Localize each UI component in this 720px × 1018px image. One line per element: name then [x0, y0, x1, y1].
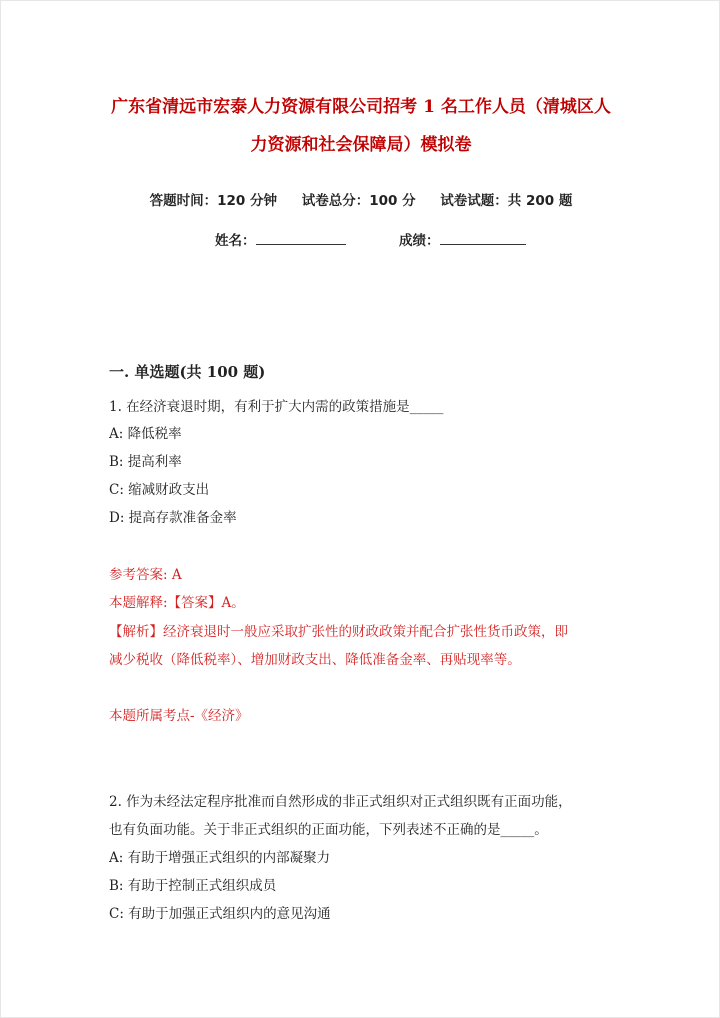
q2-option-c: C: 有助于加强正式组织内的意见沟通 — [109, 906, 331, 922]
q2-option-a: A: 有助于增强正式组织的内部凝聚力 — [109, 850, 331, 866]
q1-option-b: B: 提高利率 — [109, 454, 182, 470]
q1-explain-line2: 减少税收（降低税率）、增加财政支出、降低准备金率、再贴现率等。 — [109, 652, 521, 668]
exam-total-score: 试卷总分：100 分 — [301, 193, 416, 209]
q1-option-c: C: 缩减财政支出 — [109, 482, 210, 498]
q2-stem-line2: 也有负面功能。关于非正式组织的正面功能，下列表述不正确的是_____。 — [109, 822, 548, 838]
q1-option-a: A: 降低税率 — [109, 426, 182, 442]
name-label: 姓名： — [215, 233, 256, 249]
name-blank — [256, 232, 346, 245]
name-field — [215, 229, 346, 249]
q1-option-d: D: 提高存款准备金率 — [109, 510, 237, 526]
section-title: 一. 单选题(共 100 题) — [109, 363, 266, 381]
exam-meta — [61, 189, 661, 209]
q1-knowledge-point: 本题所属考点-《经济》 — [109, 708, 249, 724]
q1-explain-title: 本题解释:【答案】A。 — [109, 595, 245, 611]
exam-time: 答题时间：120 分钟 — [149, 193, 277, 209]
q1-explain-line1: 【解析】经济衰退时一般应采取扩张性的财政政策并配合扩张性货币政策，即 — [109, 624, 568, 640]
score-field — [399, 229, 526, 249]
score-blank — [440, 232, 526, 245]
q1-answer: 参考答案: A — [109, 567, 182, 583]
exam-title-line2: 力资源和社会保障局）模拟卷 — [250, 135, 472, 155]
score-label: 成绩： — [399, 233, 440, 249]
exam-title-line1: 广东省清远市宏泰人力资源有限公司招考 1 名工作人员（清城区人 — [111, 97, 611, 117]
q2-stem-line1: 2. 作为未经法定程序批准而自然形成的非正式组织对正式组织既有正面功能， — [109, 794, 572, 810]
exam-total-questions: 试卷试题：共 200 题 — [440, 193, 573, 209]
q2-option-b: B: 有助于控制正式组织成员 — [109, 878, 277, 894]
q1-stem: 1. 在经济衰退时期，有利于扩大内需的政策措施是_____ — [109, 399, 444, 415]
